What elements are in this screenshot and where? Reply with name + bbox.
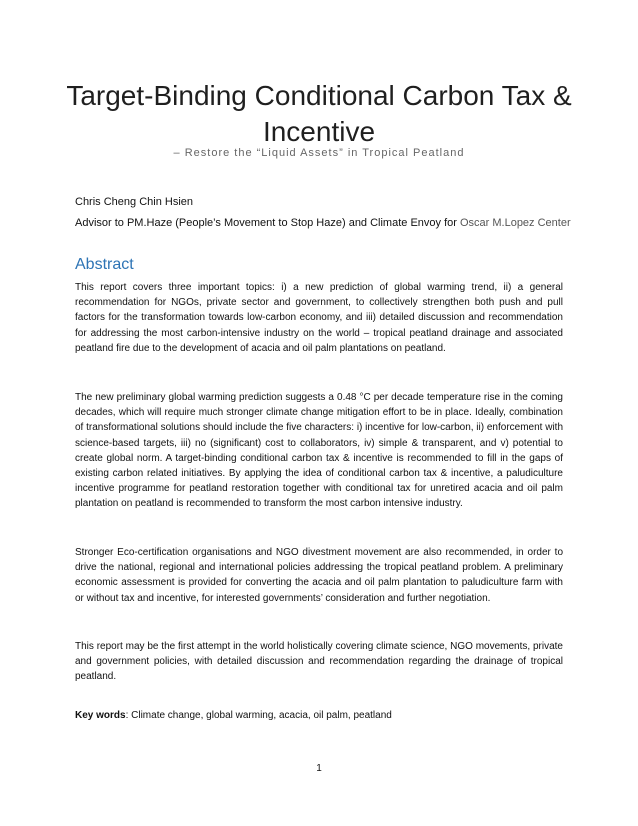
- abstract-paragraph: This report may be the first attempt in the world holistically covering climate science, NGO movements, private and government policies, with detailed discussion and recommendation regarding the drainage of tropical peatland.: [75, 641, 563, 683]
- affiliation-text: Advisor to PM.Haze (People’s Movement to Stop Haze) and Climate Envoy for: [75, 217, 460, 229]
- document-title: Target-Binding Conditional Carbon Tax & Incentive: [66, 80, 572, 147]
- keywords-label: Key words: [75, 710, 126, 721]
- abstract-paragraph: This report covers three important topics: i) a new prediction of global warming trend, ii) a general recommendation for NGOs, private sector and government, to collectively strengthen both push and pull factors for the transformation towards low-carbon economy, and iii) detailed discussion and recommendation for addressing the most carbon-intensive industry on the world – tropical peatland drainage and associated peatland fire due to the development of acacia and oil palm plantations on peatland.: [75, 282, 563, 354]
- abstract-paragraph: Stronger Eco-certification organisations and NGO divestment movement are also recommended, in order to drive the national, regional and international policies addressing the tropical peatland problem. A preliminary economic assessment is provided for converting the acacia and oil palm plantation to paludiculture farm with or without tax and incentive, for interested governments’ consideration and further negotiation.: [75, 547, 563, 604]
- abstract-heading: Abstract: [75, 256, 134, 273]
- keywords-line: [75, 710, 392, 721]
- page-number: 1: [316, 763, 322, 774]
- author-affiliation: [75, 217, 571, 229]
- affiliation-organization: Oscar M.Lopez Center: [459, 217, 571, 229]
- document-subtitle: – Restore the “Liquid Assets” in Tropical Peatland: [173, 147, 465, 159]
- keywords-list: : Climate change, global warming, acacia, oil palm, peatland: [125, 710, 392, 721]
- author-name: Chris Cheng Chin Hsien: [75, 196, 193, 208]
- abstract-paragraph: The new preliminary global warming prediction suggests a 0.48 °C per decade temperature rise in the coming decades, which will require much stronger climate change mitigation effort to be in place. Ideally, combination of transformational solutions should include the five characters: i) incentive for low-carbon, ii) enforcement with science-based targets, iii) no (significant) cost to collaborators, iv) simple & transparent, and v) potential to create global norm. A target-binding conditional carbon tax & incentive is recommended to fill in the gaps of existing carbon related initiatives. By applying the idea of conditional carbon tax & incentive, a paludiculture incentive programme for peatland restoration together with conditional tax for unretired acacia and oil palm plantation on peatland is recommended to transform the most carbon intensive industry.: [75, 392, 564, 510]
